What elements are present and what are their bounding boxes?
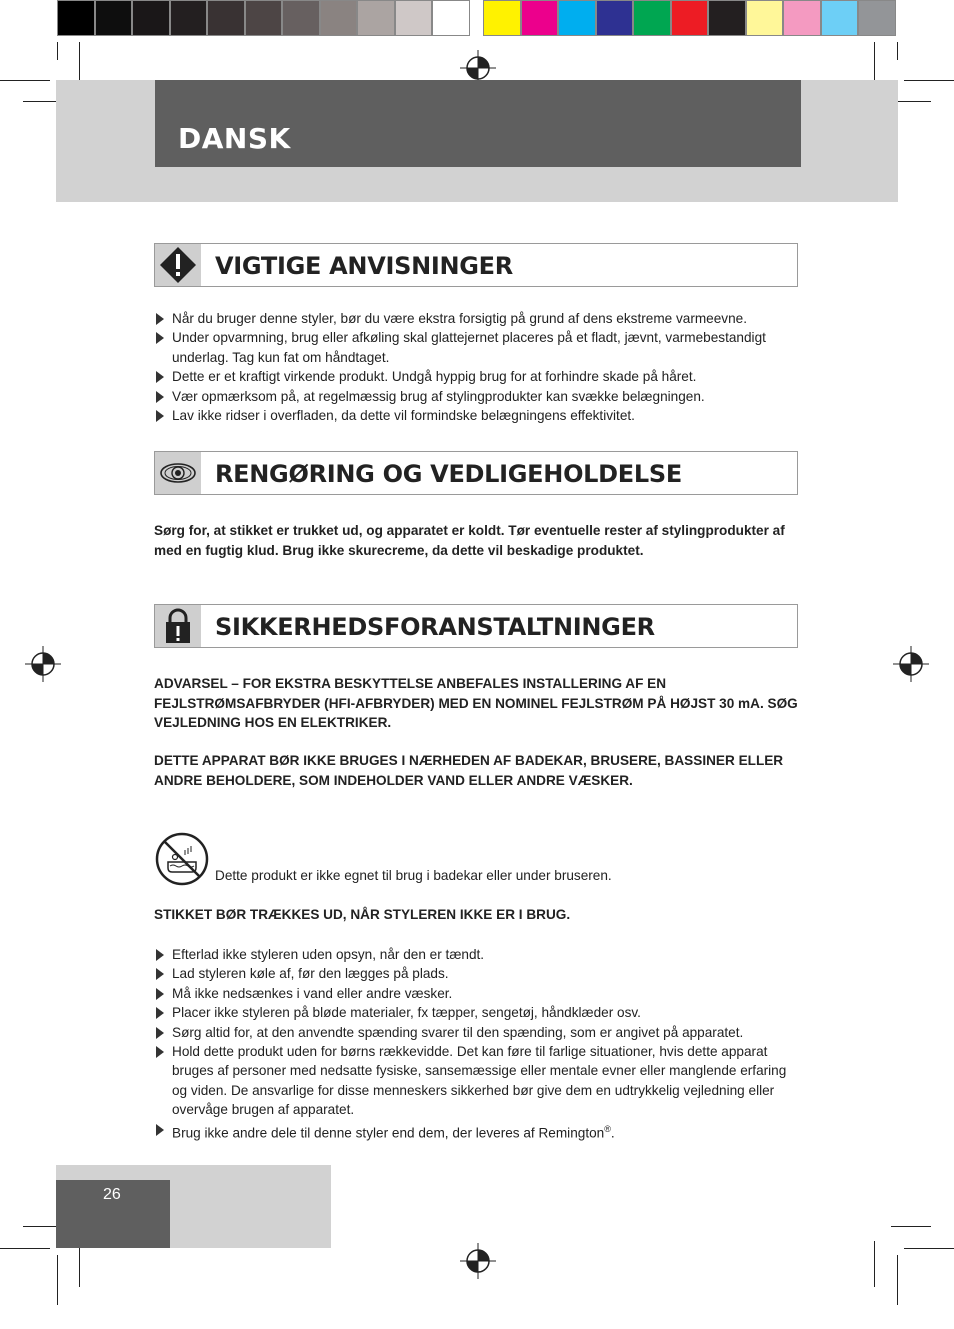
color-swatch <box>57 0 95 36</box>
padlock-icon <box>155 605 201 647</box>
section-header-safety <box>154 604 798 648</box>
section-title-safety: SIKKERHEDSFORANSTALTNINGER <box>215 613 655 641</box>
color-swatch <box>132 0 170 36</box>
color-swatch <box>357 0 395 36</box>
cleaning-text: Sørg for, at stikket er trukket ud, og apparatet er koldt. Tør eventuelle rester af stylingprodukter af med en fugtig klud. Brug ikke skurecreme, da dette vil beskadige produktet. <box>154 523 785 558</box>
important-list <box>154 309 804 425</box>
color-swatch <box>207 0 245 36</box>
bath-note: Dette produkt er ikke egnet til brug i badekar eller under bruseren. <box>215 868 612 883</box>
color-swatch <box>558 0 596 36</box>
no-bath-icon <box>155 832 209 886</box>
color-swatch <box>708 0 746 36</box>
list-item: Hold dette produkt uden for børns rækkevidde. Det kan føre til farlige situationer, hvis dette apparat bruges af personer med nedsatte fysiske, sansemæssige eller mentale evner eller manglende erfaring og viden. De ansvarlige for disse menneskers sikkerhed bør give dem en udtrykkelig vejledning eller overvåge brugen af apparatet. <box>154 1042 804 1120</box>
color-swatch <box>395 0 433 36</box>
list-item: Placer ikke styleren på bløde materialer, fx tæpper, sengetøj, håndklæder osv. <box>154 1003 804 1022</box>
color-bar-process <box>483 0 896 38</box>
section-title-important: VIGTIGE ANVISNINGER <box>215 252 513 280</box>
list-item <box>154 1120 804 1143</box>
section-title-cleaning: RENGØRING OG VEDLIGEHOLDELSE <box>215 460 682 488</box>
color-swatch <box>783 0 821 36</box>
color-swatch <box>432 0 470 36</box>
list-item: Må ikke nedsænkes i vand eller andre væsker. <box>154 984 804 1003</box>
color-swatch <box>596 0 634 36</box>
list-item: Lad styleren køle af, før den lægges på plads. <box>154 964 804 983</box>
color-bar-grayscale <box>57 0 470 38</box>
eye-icon <box>155 452 201 494</box>
registration-mark-bottom-icon <box>460 1243 496 1279</box>
registration-mark-right-icon <box>893 646 929 682</box>
color-swatch <box>633 0 671 36</box>
list-item: Under opvarmning, brug eller afkøling skal glattejernet placeres på et fladt, jævnt, varmebestandigt underlag. Tag kun fat om håndtaget. <box>154 328 804 367</box>
safety-warning-water: DETTE APPARAT BØR IKKE BRUGES I NÆRHEDEN AF BADEKAR, BRUSERE, BASSINER ELLER ANDRE BEHOLDERE, SOM INDEHOLDER VAND ELLER ANDRE VÆSKER. <box>154 753 784 788</box>
color-swatch <box>170 0 208 36</box>
unplug-warning: STIKKET BØR TRÆKKES UD, NÅR STYLEREN IKKE ER I BRUG. <box>154 907 571 922</box>
list-item: Dette er et kraftigt virkende produkt. Undgå hyppig brug for at forhindre skade på håret. <box>154 367 804 386</box>
color-swatch <box>821 0 859 36</box>
color-swatch <box>746 0 784 36</box>
list-item-text: Brug ikke andre dele til denne styler end dem, der leveres af Remington <box>172 1125 605 1141</box>
color-swatch <box>671 0 709 36</box>
warning-diamond-icon <box>155 244 201 286</box>
color-swatch <box>483 0 521 36</box>
list-item: Efterlad ikke styleren uden opsyn, når den er tændt. <box>154 945 804 964</box>
page-title: DANSK <box>178 122 291 155</box>
list-item: Sørg altid for, at den anvendte spænding svarer til den spænding, som er angivet på apparatet. <box>154 1023 804 1042</box>
safety-warning-rcd: ADVARSEL – FOR EKSTRA BESKYTTELSE ANBEFALES INSTALLERING AF EN FEJLSTRØMSAFBRYDER (HFI-AFBRYDER) MED EN NOMINEL FEJLSTRØM PÅ HØJST 30 mA. SØG VEJLEDNING HOS EN ELEKTRIKER. <box>154 676 798 731</box>
color-swatch <box>245 0 283 36</box>
registration-mark-left-icon <box>25 646 61 682</box>
page-number: 26 <box>103 1186 121 1203</box>
list-item: Vær opmærksom på, at regelmæssig brug af stylingprodukter kan svække belægningen. <box>154 387 804 406</box>
list-item: Lav ikke ridser i overfladen, da dette vil formindske belægningens effektivitet. <box>154 406 804 425</box>
color-swatch <box>858 0 896 36</box>
color-swatch <box>282 0 320 36</box>
color-swatch <box>95 0 133 36</box>
section-header-cleaning <box>154 451 798 495</box>
list-item-end: . <box>610 1125 615 1141</box>
registered-mark: ® <box>604 1123 611 1134</box>
safety-list <box>154 945 804 1143</box>
color-swatch <box>521 0 559 36</box>
list-item: Når du bruger denne styler, bør du være ekstra forsigtig på grund af dens ekstreme varmeevne. <box>154 309 804 328</box>
color-swatch <box>320 0 358 36</box>
section-header-important <box>154 243 798 287</box>
